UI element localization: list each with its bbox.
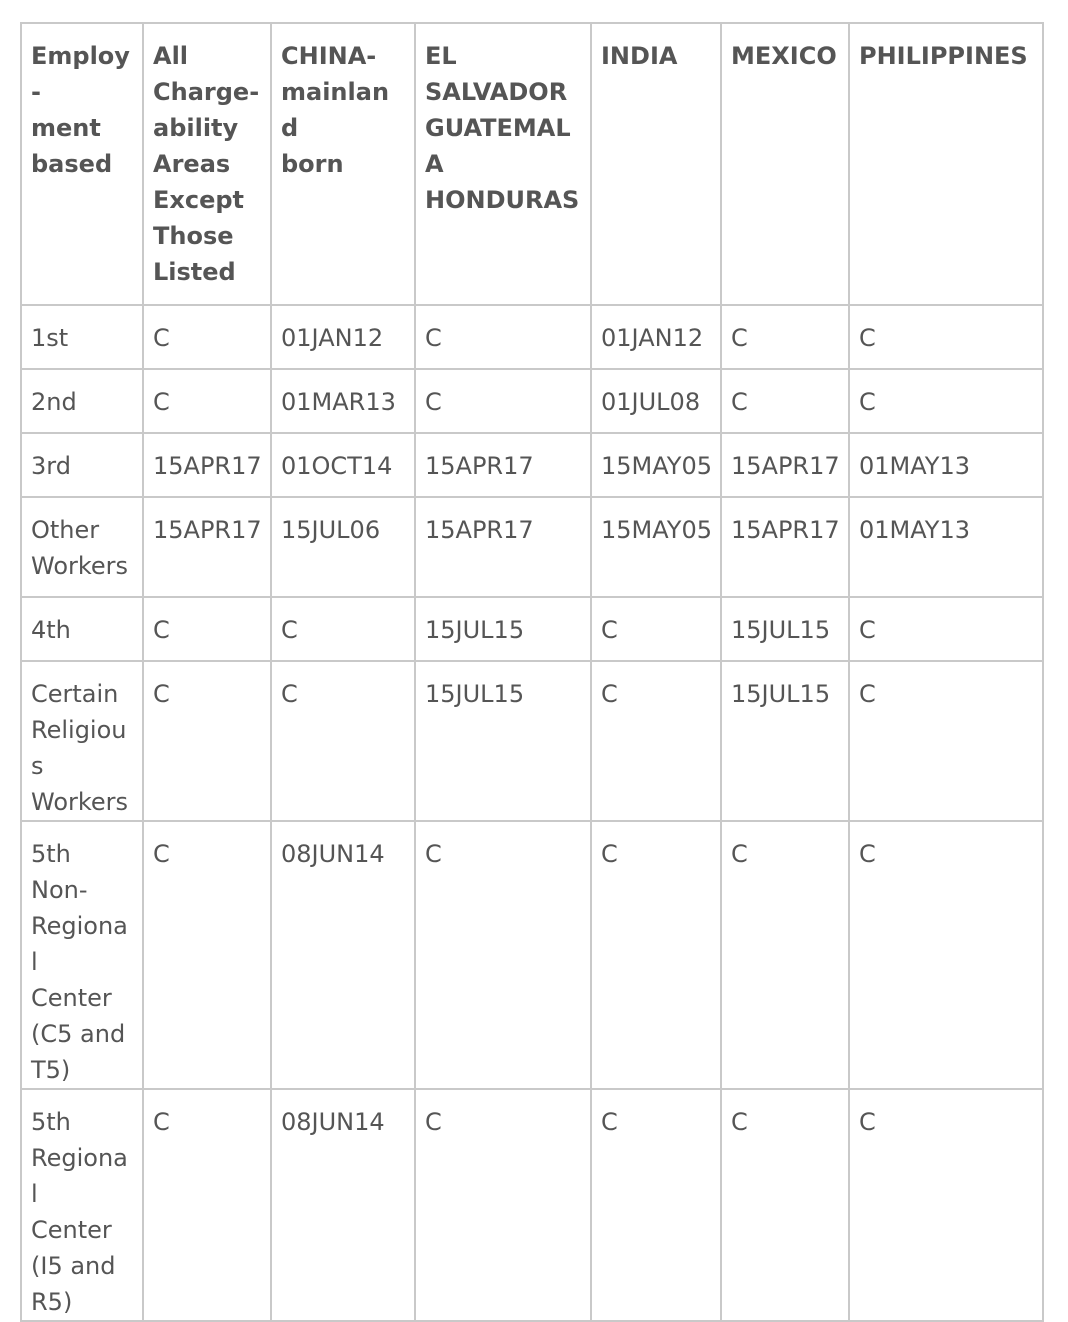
cell-india: 01JAN12 [591, 305, 721, 369]
cell-india: 15MAY05 [591, 433, 721, 497]
header-el-salvador-guatemala-honduras: EL SALVADOR GUATEMALA HONDURAS [415, 23, 591, 305]
cell-india: C [591, 597, 721, 661]
cell-china: 08JUN14 [271, 821, 415, 1089]
cell-mexico: C [721, 305, 849, 369]
cell-china: 01MAR13 [271, 369, 415, 433]
cell-philippines: 01MAY13 [849, 433, 1043, 497]
cell-china: 01JAN12 [271, 305, 415, 369]
cell-philippines: C [849, 597, 1043, 661]
header-china: CHINA- mainland born [271, 23, 415, 305]
cell-philippines: 01MAY13 [849, 497, 1043, 597]
table-row [21, 1089, 1043, 1321]
cell-all-chargeability: 15APR17 [143, 433, 271, 497]
cell-mexico: 15APR17 [721, 433, 849, 497]
cell-india: C [591, 1089, 721, 1321]
header-india: INDIA [591, 23, 721, 305]
cell-el-salvador-guatemala-honduras: C [415, 305, 591, 369]
cell-category: 2nd [21, 369, 143, 433]
cell-china: 08JUN14 [271, 1089, 415, 1321]
cell-category: 4th [21, 597, 143, 661]
cell-all-chargeability: C [143, 821, 271, 1089]
cell-china: C [271, 661, 415, 821]
cell-el-salvador-guatemala-honduras: 15JUL15 [415, 597, 591, 661]
cell-el-salvador-guatemala-honduras: 15JUL15 [415, 661, 591, 821]
cell-category: 3rd [21, 433, 143, 497]
cell-philippines: C [849, 1089, 1043, 1321]
cell-mexico: C [721, 1089, 849, 1321]
table-row [21, 305, 1043, 369]
cell-all-chargeability: C [143, 597, 271, 661]
cell-india: C [591, 661, 721, 821]
table-row [21, 597, 1043, 661]
cell-philippines: C [849, 305, 1043, 369]
cell-all-chargeability: C [143, 661, 271, 821]
cell-category: 1st [21, 305, 143, 369]
cell-category: 5th Non- Regional Center (C5 and T5) [21, 821, 143, 1089]
cell-category: Certain Religious Workers [21, 661, 143, 821]
cell-india: 15MAY05 [591, 497, 721, 597]
table-row [21, 821, 1043, 1089]
cell-china: C [271, 597, 415, 661]
cell-all-chargeability: 15APR17 [143, 497, 271, 597]
cell-el-salvador-guatemala-honduras: C [415, 369, 591, 433]
cell-all-chargeability: C [143, 305, 271, 369]
cell-all-chargeability: C [143, 369, 271, 433]
table-row [21, 497, 1043, 597]
cell-el-salvador-guatemala-honduras: 15APR17 [415, 497, 591, 597]
header-employment-based: Employ- ment based [21, 23, 143, 305]
cell-mexico: C [721, 821, 849, 1089]
cell-all-chargeability: C [143, 1089, 271, 1321]
cell-el-salvador-guatemala-honduras: C [415, 821, 591, 1089]
header-all-chargeability: All Charge- ability Areas Except Those Listed [143, 23, 271, 305]
cell-mexico: 15JUL15 [721, 661, 849, 821]
cell-category: Other Workers [21, 497, 143, 597]
cell-china: 15JUL06 [271, 497, 415, 597]
table-row [21, 661, 1043, 821]
header-row [21, 23, 1043, 305]
cell-philippines: C [849, 821, 1043, 1089]
table-row [21, 433, 1043, 497]
cell-el-salvador-guatemala-honduras: 15APR17 [415, 433, 591, 497]
cell-india: C [591, 821, 721, 1089]
header-mexico: MEXICO [721, 23, 849, 305]
table-row [21, 369, 1043, 433]
cell-el-salvador-guatemala-honduras: C [415, 1089, 591, 1321]
cell-mexico: C [721, 369, 849, 433]
cell-philippines: C [849, 661, 1043, 821]
cell-china: 01OCT14 [271, 433, 415, 497]
cell-india: 01JUL08 [591, 369, 721, 433]
header-philippines: PHILIPPINES [849, 23, 1043, 305]
cell-philippines: C [849, 369, 1043, 433]
cell-mexico: 15JUL15 [721, 597, 849, 661]
cell-category: 5th Regional Center (I5 and R5) [21, 1089, 143, 1321]
visa-bulletin-table [20, 22, 1044, 1322]
cell-mexico: 15APR17 [721, 497, 849, 597]
